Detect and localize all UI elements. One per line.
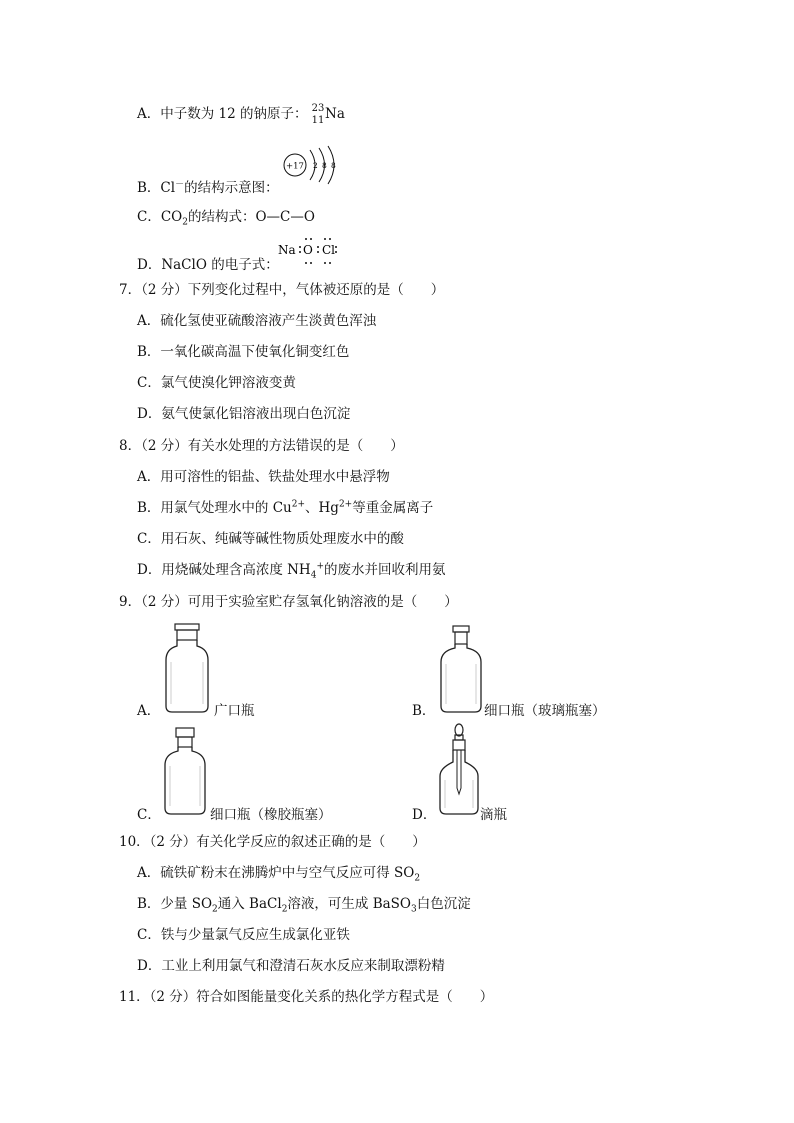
q9-option-a-letter: A．: [137, 703, 161, 719]
shell-electrons-1: 2: [313, 161, 318, 170]
dropper-bottle-illustration: [436, 722, 482, 818]
q7-option-b: B．一氧化碳高温下使氧化铜变红色: [137, 344, 350, 360]
q8-option-c: C．用石灰、纯碱等碱性物质处理废水中的酸: [137, 531, 404, 547]
q6-option-b: B．Cl－的结构示意图：: [137, 179, 279, 196]
q10-option-a: A．硫铁矿粉末在沸腾炉中与空气反应可得 $SO_2$: [137, 865, 421, 884]
q9-option-c-letter: C．: [137, 807, 161, 823]
nucleus-charge: +17: [286, 161, 304, 172]
q11-stem: 11．（2 分）符合如图能量变化关系的热化学方程式是（ ）: [119, 989, 494, 1005]
q10-stem: 10．（2 分）有关化学反应的叙述正确的是（ ）: [119, 834, 426, 850]
wide-mouth-bottle-illustration: [163, 622, 211, 714]
q9-stem: 9．（2 分）可用于实验室贮存氢氧化钠溶液的是（ ）: [119, 594, 458, 610]
narrow-mouth-rubber-stopper-bottle-illustration: [162, 726, 208, 818]
q9-option-b-label: 细口瓶（玻璃瓶塞）: [484, 703, 606, 719]
q6-option-d: D．NaClO 的电子式：: [137, 257, 279, 273]
chlorine-atom: Cl: [322, 243, 336, 257]
q9-option-a-label: 广口瓶: [214, 703, 255, 719]
q9-option-b-letter: B．: [412, 703, 436, 719]
q10-option-c: C．铁与少量氯气反应生成氯化亚铁: [137, 927, 350, 943]
q10-option-b: B．少量 $SO_2$通入 BaCl$_2$溶液，可生成 BaSO$_3$白色沉淀: [137, 896, 471, 915]
q9-option-c-label: 细口瓶（橡胶瓶塞）: [210, 807, 332, 823]
shell-electrons-2: 8: [322, 161, 327, 170]
q6-option-c: C．$CO_2$的结构式：O—C—O: [137, 209, 315, 228]
q8-option-d: D．用烧碱处理含高浓度 $NH_4^+$的废水并回收利用氨: [137, 561, 446, 581]
sodium-ion: Na: [278, 243, 296, 257]
q7-option-d: D．氨气使氯化铝溶液出现白色沉淀: [137, 406, 351, 422]
shell-electrons-3: 8: [331, 161, 336, 170]
q10-option-d: D．工业上利用氯气和澄清石灰水反应来制取漂粉精: [137, 958, 445, 974]
q6-nuclide-atomic: 11: [311, 115, 325, 126]
narrow-mouth-glass-stopper-bottle-illustration: [438, 624, 484, 716]
q7-stem: 7．（2 分）下列变化过程中，气体被还原的是（ ）: [119, 282, 445, 298]
q6-nuclide-mass: 23: [311, 103, 325, 114]
q8-stem: 8．（2 分）有关水处理的方法错误的是（ ）: [119, 438, 404, 454]
oxygen-atom: O: [303, 243, 313, 257]
q7-option-a: A．硫化氢使亚硫酸溶液产生淡黄色浑浊: [137, 313, 377, 329]
q6-nuclide-symbol: Na: [325, 106, 345, 122]
q6-option-a: A．中子数为 12 的钠原子：: [137, 106, 308, 122]
q7-option-c: C．氯气使溴化钾溶液变黄: [137, 375, 296, 391]
q9-option-d-letter: D．: [412, 807, 437, 823]
q9-option-d-label: 滴瓶: [480, 807, 507, 823]
q8-option-b: B．用氯气处理水中的 $Cu^{2+}$、$Hg^{2+}$等重金属离子: [137, 499, 434, 516]
naclo-electron-formula: [278, 235, 338, 269]
chloride-ion-structure-diagram: [282, 146, 342, 186]
q8-option-a: A．用可溶性的铝盐、铁盐处理水中悬浮物: [137, 469, 390, 485]
